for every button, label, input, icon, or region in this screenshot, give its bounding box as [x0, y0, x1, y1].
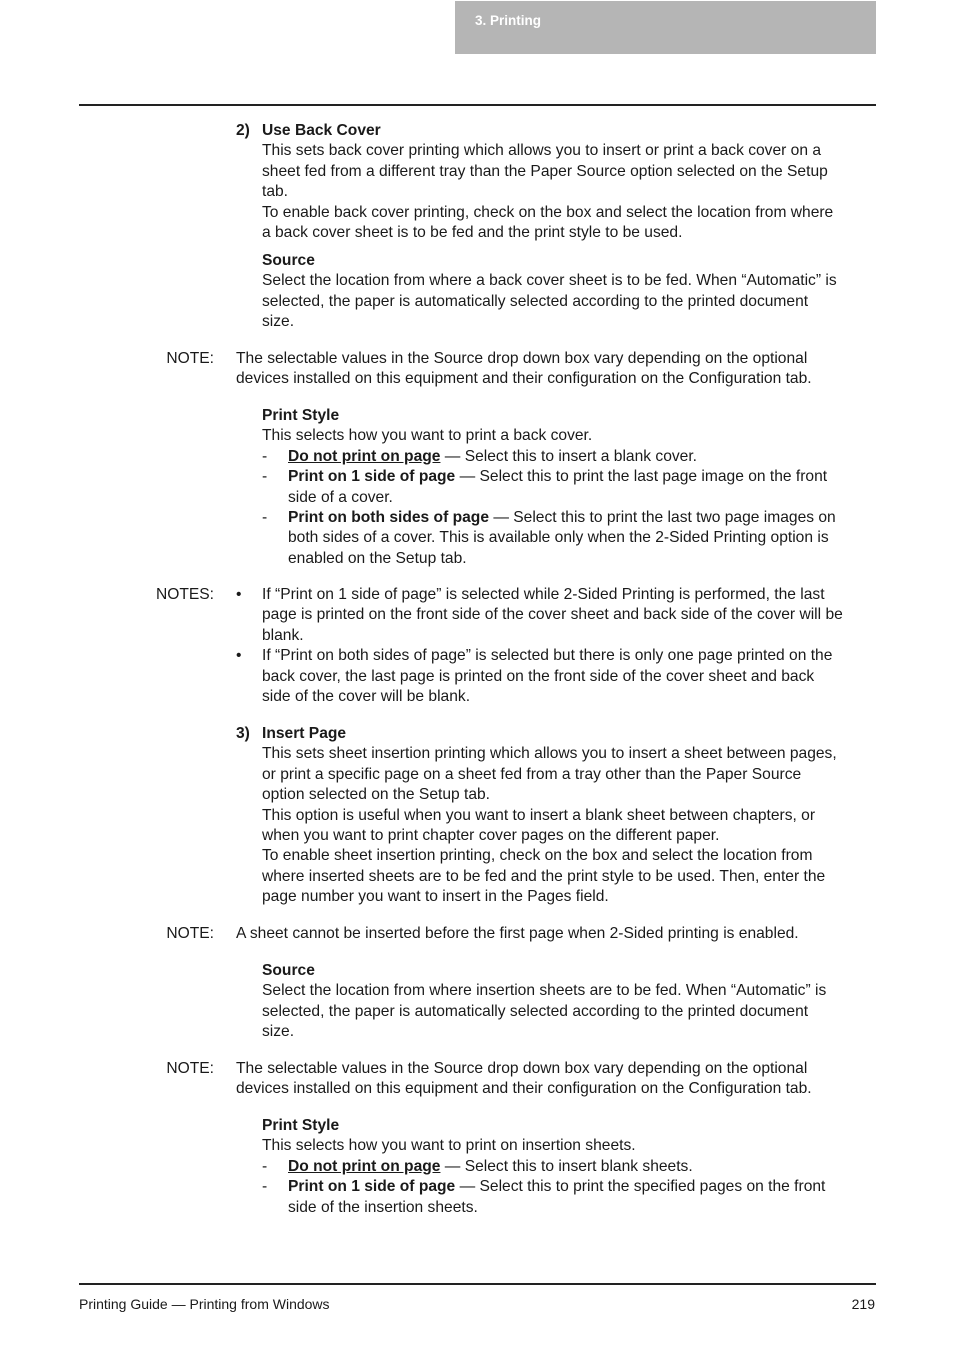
source-line: Select the location from where a back cover sheet is to be fed. When “Automatic” is	[262, 272, 837, 290]
back-cover-source	[262, 251, 837, 333]
bullet-marker: •	[236, 647, 242, 665]
print-style-intro: This selects how you want to print on insertion sheets.	[262, 1137, 636, 1155]
option-desc: — Select this to print the specified pages on the front	[459, 1178, 826, 1196]
insert-page-print-style	[262, 1116, 825, 1218]
option-desc: side of the insertion sheets.	[288, 1198, 478, 1216]
intro-line: To enable back cover printing, check on the box and select the location from where	[262, 203, 834, 221]
intro-line: sheet fed from a different tray than the Paper Source option selected on the Setup	[262, 162, 828, 180]
note-line: The selectable values in the Source drop down box vary depending on the optional	[236, 1060, 808, 1077]
insert-page-source	[262, 961, 826, 1043]
note-label: NOTE:	[166, 925, 214, 942]
print-style-intro: This selects how you want to print a back cover.	[262, 427, 593, 445]
note-line: devices installed on this equipment and their configuration on the Configuration tab.	[236, 1080, 812, 1098]
option-desc: side of a cover.	[288, 488, 393, 506]
back-cover-print-style	[262, 406, 836, 569]
notes-list	[236, 585, 843, 707]
option-desc: both sides of a cover. This is available only when the 2-Sided Printing option is	[288, 529, 829, 547]
note-line: If “Print on 1 side of page” is selected while 2-Sided Printing is performed, the last	[262, 586, 825, 603]
list-item	[262, 467, 836, 508]
dash-marker: -	[262, 509, 268, 527]
option-desc: — Select this to insert blank sheets.	[444, 1157, 693, 1175]
note-text	[236, 924, 799, 944]
list-item	[236, 585, 843, 646]
back-cover-block	[262, 121, 833, 243]
dash-marker: -	[262, 1157, 268, 1175]
back-cover-heading	[236, 121, 250, 141]
chapter-tab	[455, 1, 876, 54]
note-label: NOTE:	[166, 350, 214, 367]
chapter-title: 3. Printing	[475, 13, 542, 28]
list-item	[262, 447, 836, 467]
note-line: If “Print on both sides of page” is selected but there is only one page printed on the	[262, 647, 833, 665]
note-line: devices installed on this equipment and their configuration on the Configuration tab.	[236, 370, 812, 388]
insert-page-heading	[236, 724, 250, 744]
option-term: Do not print on page	[288, 447, 441, 465]
option-desc: — Select this to print the last page image on the front	[459, 468, 828, 486]
list-item	[262, 1157, 825, 1177]
section-number: 3)	[236, 725, 250, 742]
section-title: Use Back Cover	[262, 122, 381, 139]
intro-line: This option is useful when you want to insert a blank sheet between chapters, or	[262, 806, 816, 824]
option-term: Do not print on page	[288, 1157, 441, 1175]
subsection-title: Source	[262, 252, 315, 269]
note-line: page is printed on the front side of the cover sheet and back side of the cover will be	[262, 606, 843, 624]
option-term: Print on 1 side of page	[288, 1178, 456, 1196]
subsection-title: Source	[262, 962, 315, 979]
section-title: Insert Page	[262, 725, 347, 742]
footer-title: Printing Guide — Printing from Windows	[79, 1296, 330, 1312]
note-line: The selectable values in the Source drop down box vary depending on the optional	[236, 350, 808, 367]
page-number: 219	[851, 1296, 875, 1312]
note-line: side of the cover will be blank.	[262, 688, 471, 706]
subsection-title: Print Style	[262, 1117, 340, 1134]
note-label: NOTE:	[166, 1060, 214, 1077]
intro-line: This sets sheet insertion printing which allows you to insert a sheet between pages,	[262, 745, 837, 763]
option-desc: — Select this to insert a blank cover.	[444, 447, 698, 465]
note-text	[236, 349, 812, 390]
source-line: size.	[262, 1023, 295, 1041]
option-desc: enabled on the Setup tab.	[288, 549, 467, 567]
dash-marker: -	[262, 468, 268, 486]
source-line: Select the location from where insertion sheets are to be fed. When “Automatic” is	[262, 982, 827, 1000]
intro-line: page number you want to insert in the Pages field.	[262, 888, 609, 906]
dash-marker: -	[262, 447, 268, 465]
insert-page-block	[262, 724, 837, 908]
header-rule	[79, 104, 876, 106]
list-item	[236, 646, 843, 707]
source-line: selected, the paper is automatically selected according to the printed document	[262, 292, 809, 310]
dash-marker: -	[262, 1178, 268, 1196]
option-desc: — Select this to print the last two page images on	[493, 509, 836, 527]
bullet-marker: •	[236, 586, 242, 603]
note-line: A sheet cannot be inserted before the first page when 2-Sided printing is enabled.	[236, 925, 799, 942]
list-item	[262, 1177, 825, 1218]
intro-line: This sets back cover printing which allows you to insert or print a back cover on a	[262, 142, 822, 160]
source-line: size.	[262, 313, 295, 331]
section-number: 2)	[236, 122, 250, 139]
note-line: blank.	[262, 626, 304, 644]
subsection-title: Print Style	[262, 407, 340, 424]
source-line: selected, the paper is automatically selected according to the printed document	[262, 1002, 809, 1020]
note-line: back cover, the last page is printed on the front side of the cover sheet and back	[262, 667, 815, 685]
intro-line: when you want to print chapter cover pages on the different paper.	[262, 827, 720, 845]
note-text	[236, 1059, 812, 1100]
intro-line: a back cover sheet is to be fed and the print style to be used.	[262, 224, 683, 242]
intro-line: option selected on the Setup tab.	[262, 786, 491, 804]
intro-line: where inserted sheets are to be fed and the print style to be used. Then, enter the	[262, 867, 826, 885]
footer-rule	[79, 1283, 876, 1285]
list-item	[262, 508, 836, 569]
option-term: Print on both sides of page	[288, 509, 489, 527]
notes-label: NOTES:	[155, 586, 214, 603]
option-term: Print on 1 side of page	[288, 468, 456, 486]
intro-line: tab.	[262, 183, 289, 201]
intro-line: or print a specific page on a sheet fed from a tray other than the Paper Source	[262, 765, 802, 783]
intro-line: To enable sheet insertion printing, check on the box and select the location from	[262, 847, 813, 865]
